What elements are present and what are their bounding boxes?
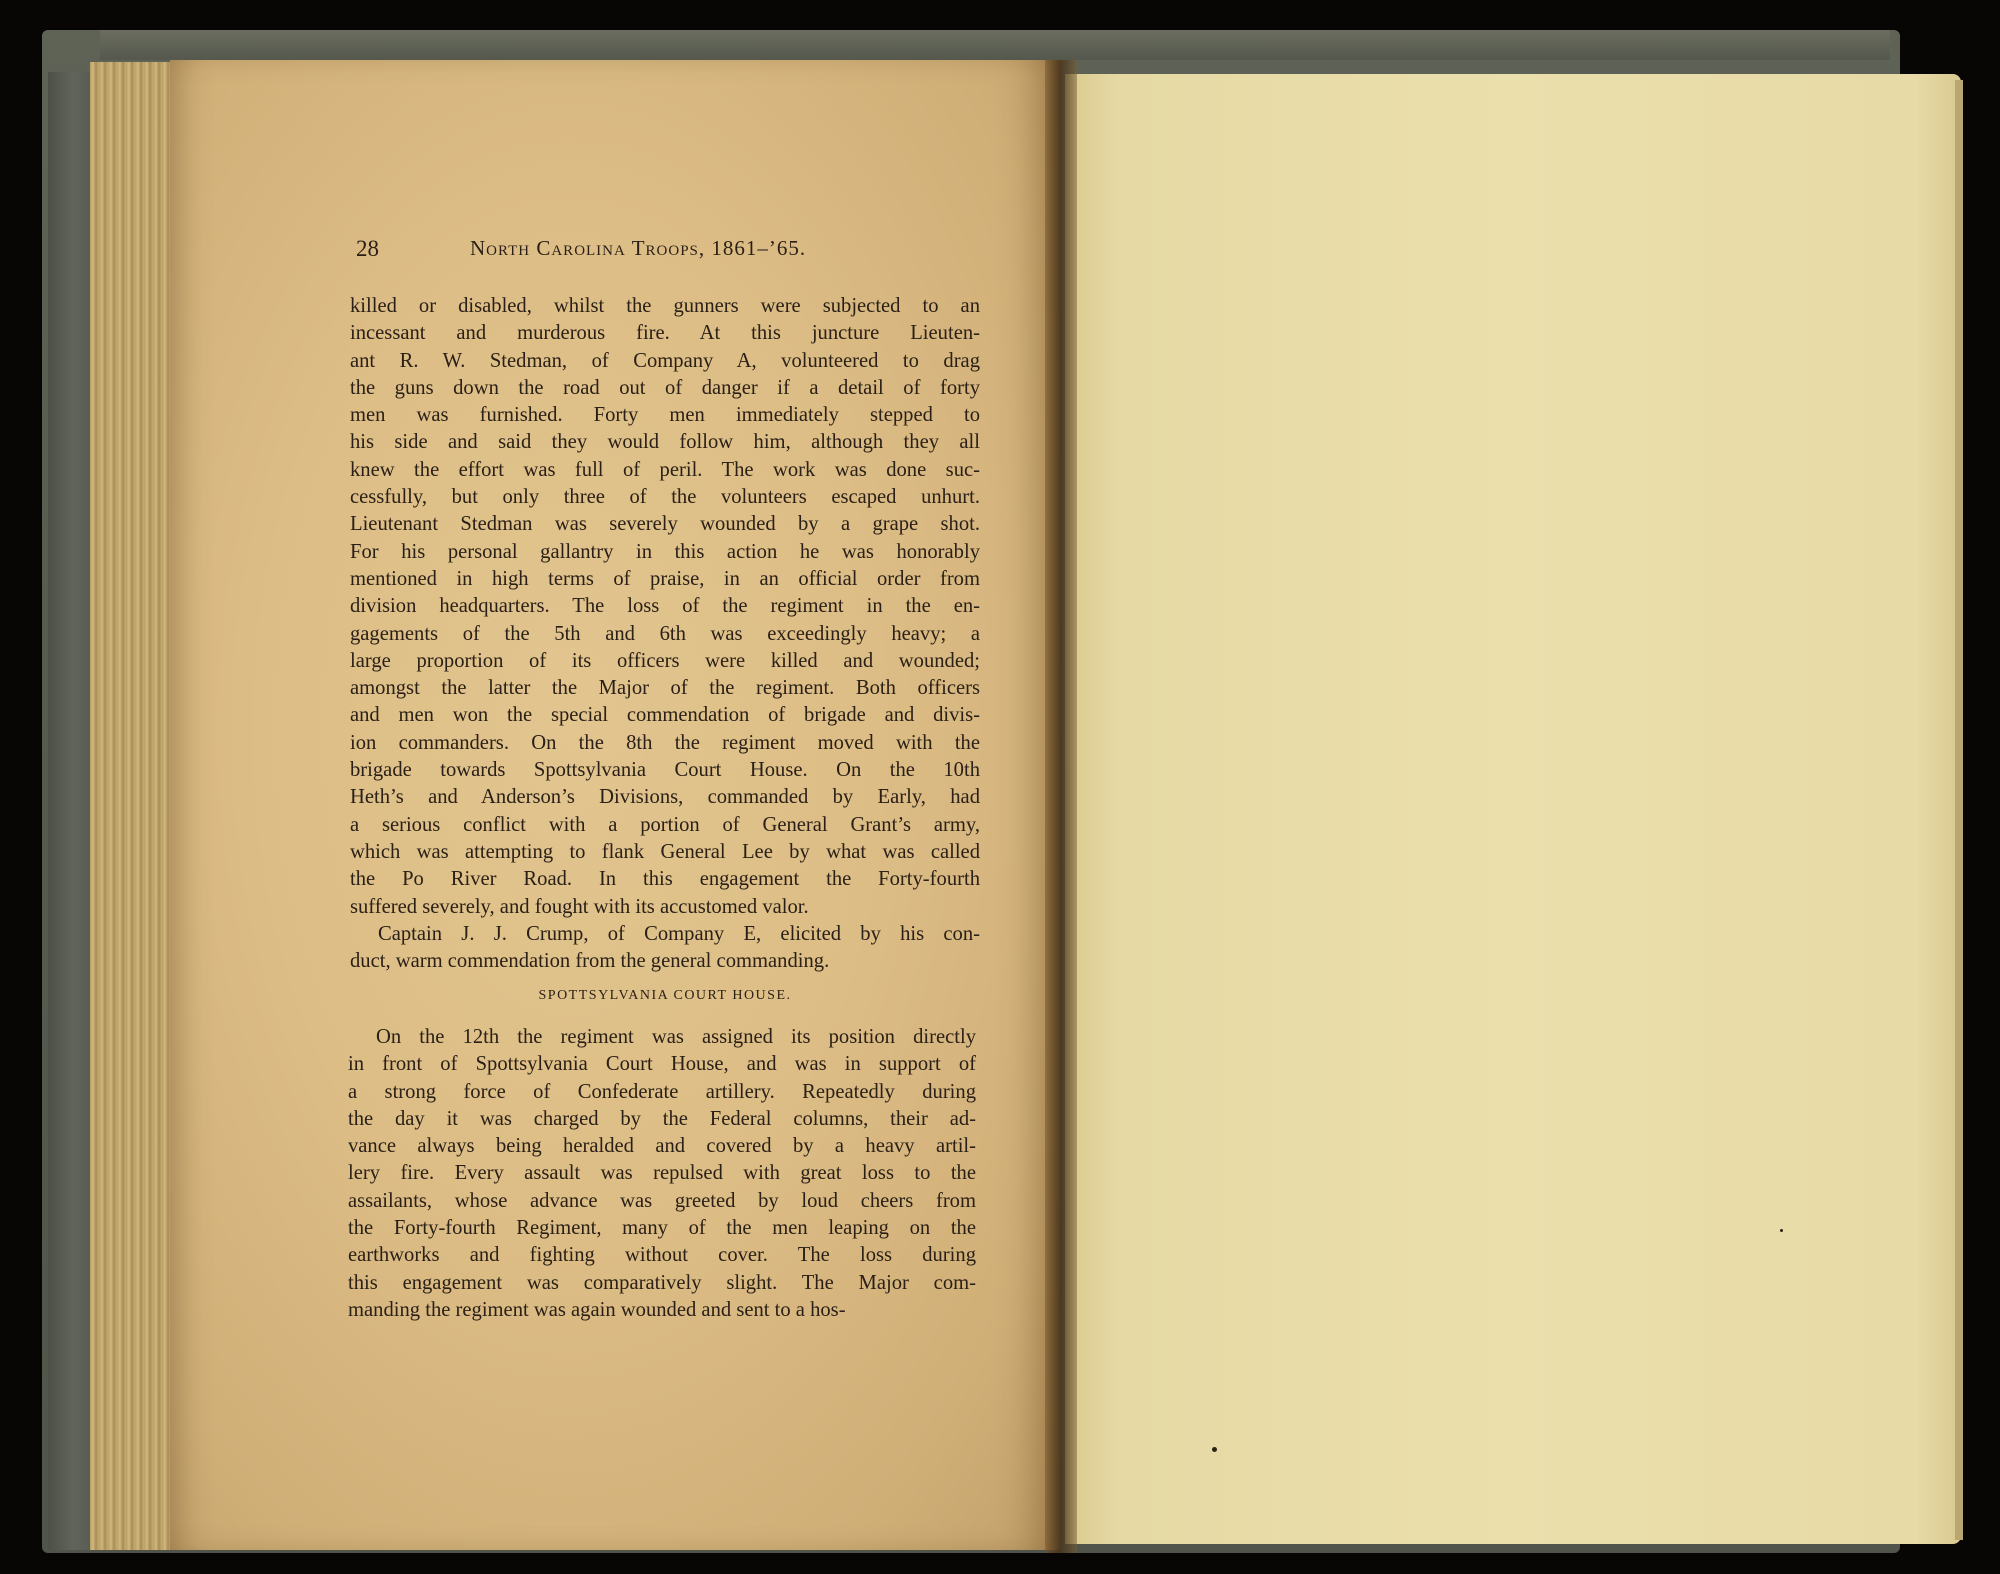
text-line: large proportion of its officers were killed and wounded; [350,649,980,672]
left-cover-board [48,72,90,1550]
text-line: Captain J. J. Crump, of Company E, elicited by his con- [378,922,980,945]
text-line: suffered severely, and fought with its accustomed valor. [350,895,809,918]
text-line: division headquarters. The loss of the regiment in the en- [350,595,980,618]
paragraph-2 [350,921,980,976]
book-gutter [1045,60,1077,1553]
text-line: in front of Spottsylvania Court House, and was in support of [348,1053,976,1076]
text-line: brigade towards Spottsylvania Court House. On the 10th [350,759,980,782]
paragraph-1 [350,293,980,921]
paragraph-3 [348,1024,976,1324]
text-line: ant R. W. Stedman, of Company A, volunteered to drag [350,349,980,372]
text-line: lery fire. Every assault was repulsed with great loss to the [348,1162,976,1185]
running-head-title: North Carolina Troops, 1861–’65. [470,236,807,260]
text-line: this engagement was comparatively slight. The Major com- [348,1271,976,1294]
text-line: manding the regiment was again wounded and sent to a hos- [348,1298,846,1321]
text-line: assailants, whose advance was greeted by loud cheers from [348,1189,976,1212]
text-line: Lieutenant Stedman was severely wounded by a grape shot. [350,513,980,536]
text-line: Heth’s and Anderson’s Divisions, commanded by Early, had [350,786,980,809]
text-line: duct, warm commendation from the general commanding. [350,950,830,973]
text-line: men was furnished. Forty men immediately stepped to [350,404,980,427]
text-line: killed or disabled, whilst the gunners were subjected to an [350,295,980,317]
text-line: On the 12th the regiment was assigned its position directly [376,1026,976,1048]
text-line: his side and said they would follow him, although they all [350,431,980,454]
text-line: gagements of the 5th and 6th was exceedingly heavy; a [350,622,980,645]
text-line: vance always being heralded and covered by a heavy artil- [348,1135,976,1158]
paper-speck [1212,1447,1217,1452]
right-page-fore-edge [1955,80,1963,1540]
text-line: the Po River Road. In this engagement the Forty-fourth [350,868,980,891]
text-line: amongst the latter the Major of the regiment. Both officers [350,677,980,700]
text-line: a serious conflict with a portion of General Grant’s army, [350,813,980,836]
text-line: a strong force of Confederate artillery. Repeatedly during [348,1080,976,1103]
text-line: the Forty-fourth Regiment, many of the men leaping on the [348,1217,976,1240]
text-line: knew the effort was full of peril. The work was done suc- [350,458,980,481]
text-line: earthworks and fighting without cover. The loss during [348,1244,976,1267]
running-head [350,236,870,272]
text-line: cessfully, but only three of the volunteers escaped unhurt. [350,486,980,509]
text-line: For his personal gallantry in this action he was honorably [350,540,980,563]
text-line: ion commanders. On the 8th the regiment moved with the [350,731,980,754]
text-line: which was attempting to flank General Lee by what was called [350,840,980,863]
body-text-lower [348,1024,976,1324]
section-heading: SPOTTSYLVANIA COURT HOUSE. [538,988,792,1003]
text-line: the guns down the road out of danger if a detail of forty [350,376,980,399]
text-line: the day it was charged by the Federal columns, their ad- [348,1107,976,1130]
body-text-upper [350,293,980,975]
paper-speck [1780,1229,1783,1232]
page-number: 28 [356,236,379,261]
text-line: and men won the special commendation of brigade and divis- [350,704,980,727]
right-page-blank [1065,74,1961,1544]
text-line: mentioned in high terms of praise, in an official order from [350,567,980,590]
cover-top-edge [100,30,1890,60]
text-line: incessant and murderous fire. At this juncture Lieuten- [350,322,980,345]
